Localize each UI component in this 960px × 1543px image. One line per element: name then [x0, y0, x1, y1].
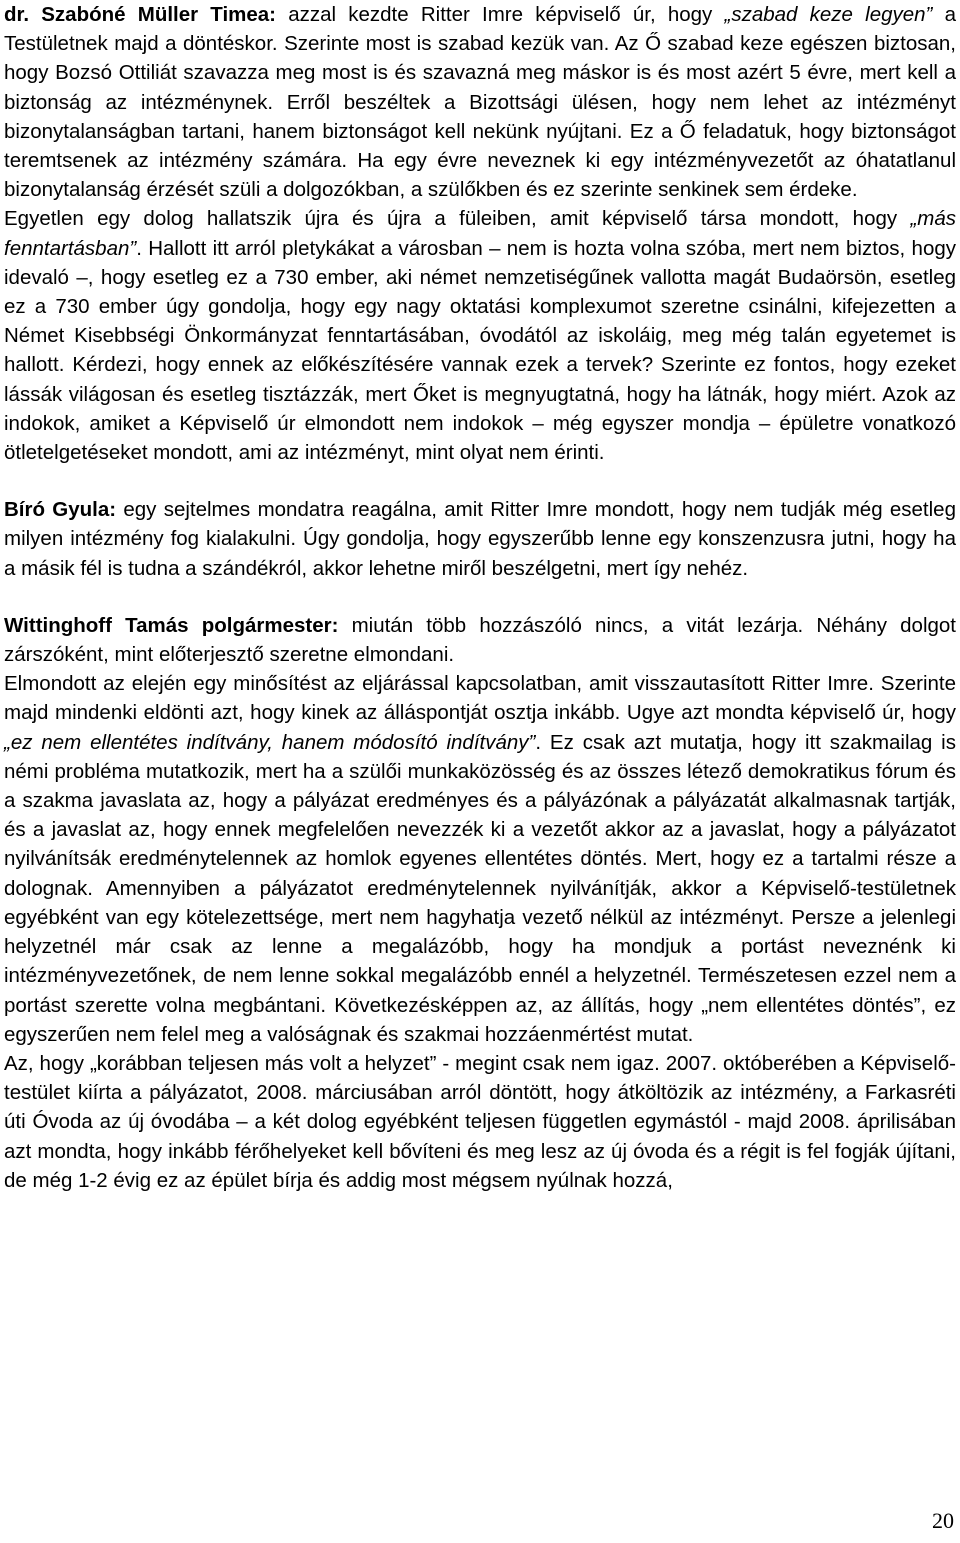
paragraph-szabone-2	[4, 204, 956, 467]
paragraph-wittinghoff-2	[4, 669, 956, 1049]
paragraph-text: a Testületnek majd a döntéskor. Szerinte most is szabad kezük van. Az Ő szabad keze egészen biztosan, hogy Bozsó Ottiliát szavazza meg most is és szavazná meg máskor is és most azért 5 évre, mert kell a biztonság az intézménynek. Erről beszéltek a Bizottsági ülésen, hogy nem lehet az intézményt bizonytalanságban tartani, hanem biztonságot kell nekünk nyújtani. Ez a Ő feladatuk, hogy biztonságot teremtsenek az intézmény számára. Ha egy évre neveznek ki egy intézményvezetőt az óhatatlanul bizonytalanság érzését szüli a dolgozókban, a szülőkben és ez szerinte senkinek sem érdeke.	[4, 3, 956, 202]
paragraph-text: . Hallott itt arról pletykákat a városban – nem is hozta volna szóba, mert nem biztos, hogy idevaló –, hogy esetleg ez a 730 ember, aki német nemzetiségűnek vallotta magát Budaörsön, esetleg ez a 730 ember úgy gondolja, hogy egy nagy oktatási komplexumot szeretne csinálni, kifejezetten a Német Kisebbségi Önkormányzat fenntartásában, óvodától az iskoláig, meg még talán egyetemet is hallott. Kérdezi, hogy ennek az előkészítésére vannak ezek a tervek? Szerinte ez fontos, hogy ezeket lássák világosan és esetleg tisztázzák, mert Őket is megnyugtatná, hogy ha látnák, hogy miért. Azok az indokok, amiket a Képviselő úr elmondott nem indokok – még egyszer mondja – épületre vonatkozó ötletelgetéseket mondott, ami az intézményt, mint olyat nem érinti.	[4, 236, 956, 465]
paragraph-text: egy sejtelmes mondatra reagálna, amit Ritter Imre mondott, hogy nem tudják még esetleg milyen intézmény fog kialakulni. Úgy gondolja, hogy egyszerűbb lenne egy konszenzusra jutni, hogy ha a másik fél is tudna a szándékról, akkor lehetne miről beszélgetni, mert így nehéz.	[4, 498, 956, 580]
paragraph-text: . Ez csak azt mutatja, hogy itt szakmailag is némi probléma mutatkozik, mert ha a szülői munkaközösség és az összes létező demokratikus fórum és a szakma javaslata az, hogy a pályázat eredményes és a pályázónak a pályázatát alkalmasnak tartják, és a javaslat az, hogy ennek megfelelően nevezzék ki a vezetőt akkor az a javaslat, hogy a pályázatot nyilvánítsák eredménytelennek az homlok egyenes ellentétes döntés. Mert, hogy ez a tartalmi része a dolognak. Amennyiben a pályázatot eredménytelennek nyilvánítják, akkor a Képviselő-testületnek egyébként van egy kötelezettsége, mert nem hagyhatja vezető nélkül az intézményt. Persze a jelenlegi helyzetnél már csak az lenne a megalázóbb, hogy ha mondjuk a portást neveznénk ki intézményvezetőnek, de nem lenne sokkal megalázóbb ennél a helyzetnél. Természetesen ezzel nem a portást szerette volna megbántani. Következésképpen az, az állítás, hogy „nem ellentétes döntés”, ez egyszerűen nem felel meg a valóságnak és szakmai hozzáenmértést mutat.	[4, 730, 956, 1046]
paragraph-wittinghoff-3	[4, 1049, 956, 1195]
paragraph-text: Elmondott az elején egy minősítést az eljárással kapcsolatban, amit visszautasított Ritter Imre. Szerinte majd mindenki eldönti azt, hogy kinek az álláspontját osztja inkább. Ugye azt mondta képviselő úr, hogy	[4, 672, 956, 725]
speaker-name: Wittinghoff Tamás polgármester:	[4, 613, 339, 637]
quoted-text: „szabad keze legyen”	[724, 3, 933, 26]
paragraph-text: Egyetlen egy dolog hallatszik újra és újra a füleiben, amit képviselő társa mondott, hogy	[4, 207, 911, 231]
page-number: 20	[932, 1508, 954, 1533]
paragraph-text: azzal kezdte Ritter Imre képviselő úr, hogy	[276, 3, 725, 26]
paragraph-spacer	[4, 467, 956, 495]
paragraph-spacer	[4, 583, 956, 611]
paragraph-szabone-1	[4, 0, 956, 204]
paragraph-text: Az, hogy „korábban teljesen más volt a helyzet” - megint csak nem igaz. 2007. októberében a Képviselő-testület kiírta a pályázatot, 2008. márciusában arról döntött, hogy átköltözik az intézmény, a Farkasréti úti Óvoda az új óvodába – a két dolog egyébként teljesen független egymástól - majd 2008. áprilisában azt mondta, hogy inkább férőhelyeket kell bővíteni és meg lesz az új óvoda és a régit is fel fogják újítani, de még 1-2 évig ez az épület bírja és addig most mégsem nyúlnak hozzá,	[4, 1051, 956, 1192]
paragraph-text: miután több hozzászóló nincs, a vitát lezárja. Néhány dolgot zárszóként, mint előterjesztő szeretne elmondani.	[4, 613, 956, 667]
quoted-text: „ez nem ellentétes indítvány, hanem módosító indítvány”	[4, 730, 536, 754]
speaker-name: Bíró Gyula:	[4, 498, 117, 522]
paragraph-biro	[4, 495, 956, 583]
speaker-name: dr. Szabóné Müller Timea:	[4, 3, 277, 26]
quoted-text: „más fenntartásban”	[4, 207, 956, 260]
paragraph-wittinghoff-1	[4, 611, 956, 669]
document-page	[4, 0, 956, 1195]
